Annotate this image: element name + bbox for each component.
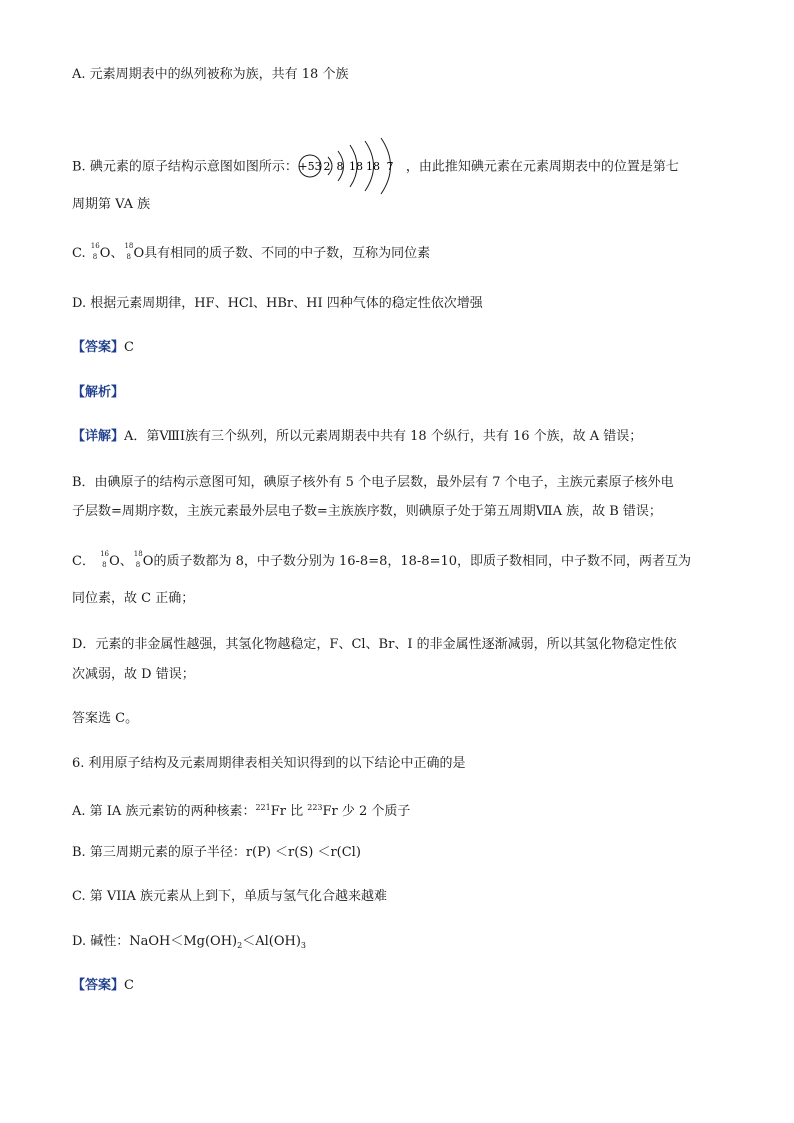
q5-detail-d-line2: 次减弱，故 D 错误； (72, 667, 195, 682)
fr221-mass: 221 (255, 803, 271, 812)
q5-option-c (72, 242, 431, 263)
q5-analysis-heading (72, 384, 124, 402)
detail-isotope-o18-symbol: O (142, 554, 154, 569)
q5-option-b-text: B. 碘元素的原子结构示意图如图所示： (72, 159, 298, 175)
q5-choose: 答案选 C。 (72, 711, 139, 726)
q5-option-a: A. 元素周期表中的纵列被称为族，共有 18 个族 (72, 67, 349, 82)
q5-detail-a (72, 428, 642, 446)
shell-4-electrons: 18 (365, 160, 380, 173)
answer-label: 【答案】 (72, 340, 125, 355)
q5-detail-d-line1: D．元素的非金属性越强，其氢化物越稳定，F、Cl、Br、I 的非金属性逐渐减弱，所以其氢化物稳定性依 (72, 637, 677, 652)
shell-1-electrons: 2 (323, 160, 331, 173)
q5-option-b-line2: 周期第 VA 族 (72, 197, 151, 212)
q6-option-d-mid: ＜Al(OH) (242, 934, 301, 949)
q6-answer-label: 【答案】 (72, 978, 125, 993)
q6-option-b: B. 第三周期元素的原子半径：r(P) ＜r(S) ＜r(Cl) (72, 845, 361, 860)
q6-option-d (72, 933, 306, 955)
q5-detail-c-line2: 同位素，故 C 正确； (72, 591, 195, 606)
q5-detail-c-line1 (72, 550, 691, 571)
shell-3-electrons: 18 (348, 160, 363, 173)
isotope-o18-symbol: O (133, 246, 145, 261)
isotope-o16: 16 8 (90, 242, 100, 261)
shell-5-electrons: 7 (386, 160, 394, 173)
separator: 、 (110, 246, 124, 261)
q6-option-a-text: A. 第 IA 族元素钫的两种核素： (72, 804, 256, 819)
mg-oh-subscript: 2 (237, 941, 243, 950)
shell-2-electrons: 8 (336, 160, 344, 173)
q5-option-c-text: 具有相同的质子数、不同的中子数，互称为同位素 (144, 246, 431, 261)
q5-option-b-text-cont: ，由此推知碘元素在元素周期表中的位置是第七 (405, 159, 679, 175)
q6-answer (72, 977, 134, 995)
atom-nucleus-charge: +53 (298, 160, 322, 173)
q6-option-d-text: D. 碱性：NaOH＜Mg(OH) (72, 934, 238, 949)
q5-option-c-label: C. (72, 246, 86, 261)
fr223-symbol: Fr (322, 804, 338, 819)
fr223-mass: 223 (307, 803, 323, 812)
iodine-atom-structure-diagram (298, 137, 406, 195)
detail-c-label: C． (72, 554, 95, 569)
q5-detail-b-line1: B．由碘原子的结构示意图可知，碘原子核外有 5 个电子层数，最外层有 7 个电子，主族元素原子核外电 (72, 475, 674, 490)
fr221-symbol: Fr (270, 804, 286, 819)
detail-a-text: A．第ⅧI族有三个纵列，所以元素周期表中共有 18 个纵行，共有 16 个族，故 A 错误； (124, 429, 643, 444)
detail-isotope-o18: 18 8 (133, 550, 143, 569)
detail-separator: 、 (119, 554, 133, 569)
analysis-label: 【解析】 (72, 385, 125, 400)
q6-answer-value: C (124, 978, 134, 993)
q6-option-a (72, 799, 410, 821)
q6-option-a-end: 少 2 个质子 (337, 804, 411, 819)
q5-option-d: D. 根据元素周期律，HF、HCl、HBr、HI 四种气体的稳定性依次增强 (72, 296, 483, 311)
q6-option-c: C. 第 VIIA 族元素从上到下，单质与氢气化合越来越难 (72, 889, 388, 904)
q6-stem: 6. 利用原子结构及元素周期律表相关知识得到的以下结论中正确的是 (72, 756, 466, 771)
q6-option-a-mid: 比 (285, 804, 308, 819)
answer-value: C (124, 340, 134, 355)
al-oh-subscript: 3 (300, 941, 306, 950)
detail-isotope-o16-symbol: O (109, 554, 120, 569)
isotope-o18: 18 8 (124, 242, 134, 261)
detail-isotope-o16: 16 8 (100, 550, 110, 569)
q5-answer (72, 339, 134, 357)
q5-option-b (72, 138, 679, 196)
detail-label: 【详解】 (72, 429, 125, 444)
detail-c-text: 的质子数都为 8，中子数分别为 16-8=8，18-8=10，即质子数相同，中子数不同，两者互为 (153, 554, 691, 569)
isotope-o16-symbol: O (99, 246, 111, 261)
q5-detail-b-line2: 子层数=周期序数，主族元素最外层电子数=主族族序数，则碘原子处于第五周期ⅦA 族，故 B 错误； (72, 504, 662, 519)
